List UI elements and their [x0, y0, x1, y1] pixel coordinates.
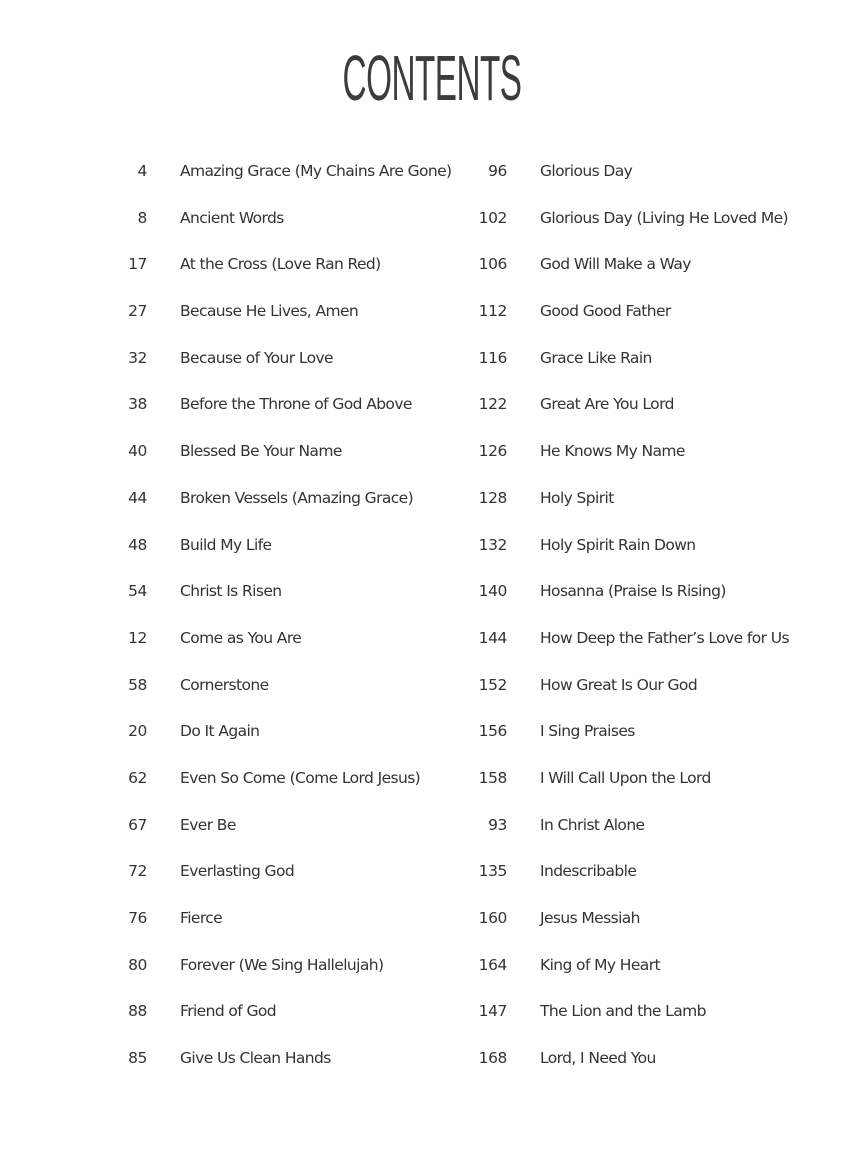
song-title: Broken Vessels (Amazing Grace): [180, 488, 414, 507]
song-title: He Knows My Name: [540, 442, 685, 461]
song-title: Amazing Grace (My Chains Are Gone): [180, 162, 452, 180]
contents-entry: [460, 626, 820, 673]
page-number: 160: [478, 909, 507, 927]
page-number: 27: [128, 302, 147, 321]
page-number: 20: [128, 722, 147, 741]
contents-entry: [460, 533, 820, 580]
song-title: Build My Life: [180, 535, 272, 554]
song-title: At the Cross (Love Ran Red): [180, 255, 381, 274]
page-number: 32: [128, 348, 147, 367]
contents-entry: [460, 579, 820, 626]
contents-entry: [460, 719, 820, 766]
contents-entry: [100, 859, 460, 906]
contents-entry: [460, 673, 820, 720]
song-title: Because of Your Love: [180, 348, 333, 367]
contents-entry: [460, 299, 820, 346]
page-number: 85: [128, 1049, 147, 1068]
contents-entry: [460, 766, 820, 813]
contents-entry: [100, 439, 460, 486]
song-title: Cornerstone: [180, 675, 269, 694]
contents-entry: [460, 813, 820, 860]
page-number: 135: [478, 862, 507, 881]
page-number: 93: [488, 815, 507, 834]
page-number: 80: [128, 955, 147, 974]
song-title: Friend of God: [180, 1002, 276, 1021]
song-title: How Great Is Our God: [540, 675, 698, 694]
page-number: 106: [478, 255, 507, 274]
page-number: 88: [128, 1002, 147, 1021]
song-title: Forever (We Sing Hallelujah): [180, 955, 384, 974]
song-title: Good Good Father: [540, 302, 671, 321]
page-number: 152: [478, 675, 507, 694]
song-title: Give Us Clean Hands: [180, 1049, 331, 1068]
page-number: 140: [478, 582, 507, 601]
contents-column-right: [460, 159, 820, 1093]
page-number: 44: [128, 488, 147, 507]
song-title: Before the Throne of God Above: [180, 395, 412, 414]
contents-entry: [100, 766, 460, 813]
contents-entry: [100, 252, 460, 299]
page-title: CONTENTS: [342, 42, 522, 114]
contents-entry: [100, 673, 460, 720]
contents-entry: [100, 813, 460, 860]
song-title: Holy Spirit: [540, 488, 614, 507]
song-title: Indescribable: [540, 862, 637, 881]
page-number: 76: [128, 909, 147, 927]
contents-entry: [100, 579, 460, 626]
song-title: Ever Be: [180, 815, 236, 834]
page-number: 48: [128, 535, 147, 554]
page-number: 58: [128, 675, 147, 694]
contents-entry: [460, 439, 820, 486]
contents-entry: [460, 999, 820, 1046]
contents-entry: [460, 486, 820, 533]
contents-entry: [100, 533, 460, 580]
song-title: Because He Lives, Amen: [180, 302, 359, 321]
contents-entry: [460, 392, 820, 439]
page-number: 8: [137, 208, 147, 227]
page-number: 156: [478, 722, 507, 741]
contents-entry: [100, 953, 460, 1000]
page-number: 147: [478, 1002, 507, 1021]
page-number: 40: [128, 442, 147, 461]
page-number: 12: [128, 628, 147, 647]
song-title: Even So Come (Come Lord Jesus): [180, 768, 421, 787]
page-number: 128: [478, 488, 507, 507]
song-title: Great Are You Lord: [540, 395, 674, 414]
song-title: Come as You Are: [180, 628, 302, 647]
song-title: Hosanna (Praise Is Rising): [540, 582, 726, 601]
page-number: 122: [478, 395, 507, 414]
page-number: 158: [478, 768, 507, 787]
page-number: 144: [478, 628, 507, 647]
song-title: King of My Heart: [540, 955, 660, 974]
song-title: Lord, I Need You: [540, 1049, 656, 1068]
page-number: 4: [137, 162, 147, 180]
page-number: 38: [128, 395, 147, 414]
song-title: Christ Is Risen: [180, 582, 282, 601]
contents-entry: [100, 299, 460, 346]
page-number: 112: [478, 302, 507, 321]
page-number: 62: [128, 768, 147, 787]
contents-entry: [100, 1046, 460, 1093]
contents-entry: [460, 206, 820, 253]
contents-entry: [100, 392, 460, 439]
page-number: 67: [128, 815, 147, 834]
contents-entry: [100, 906, 460, 953]
contents-entry: [460, 1046, 820, 1093]
page-number: 96: [488, 162, 507, 180]
song-title: Glorious Day (Living He Loved Me): [540, 208, 788, 227]
page-number: 116: [478, 348, 507, 367]
page-number: 126: [478, 442, 507, 461]
song-title: Fierce: [180, 909, 223, 927]
contents-entry: [460, 252, 820, 299]
contents-entry: [460, 906, 820, 953]
contents-entry: [460, 346, 820, 393]
song-title: Do It Again: [180, 722, 260, 741]
page-number: 72: [128, 862, 147, 881]
song-title: In Christ Alone: [540, 815, 645, 834]
song-title: Everlasting God: [180, 862, 295, 881]
contents-entry: [100, 346, 460, 393]
contents-entry: [100, 206, 460, 253]
song-title: The Lion and the Lamb: [540, 1002, 706, 1021]
page-number: 17: [128, 255, 147, 274]
page-number: 132: [478, 535, 507, 554]
contents-entry: [100, 626, 460, 673]
contents-column-left: [100, 159, 460, 1093]
page-number: 168: [478, 1049, 507, 1068]
contents-entry: [100, 999, 460, 1046]
contents-entry: [100, 486, 460, 533]
song-title: God Will Make a Way: [540, 255, 691, 274]
song-title: Grace Like Rain: [540, 348, 652, 367]
song-title: I Sing Praises: [540, 722, 635, 741]
page-number: 54: [128, 582, 147, 601]
song-title: I Will Call Upon the Lord: [540, 768, 711, 787]
song-title: Holy Spirit Rain Down: [540, 535, 696, 554]
page-number: 102: [478, 208, 507, 227]
song-title: Glorious Day: [540, 162, 633, 180]
contents-entry: [460, 953, 820, 1000]
song-title: How Deep the Father’s Love for Us: [540, 628, 789, 647]
contents-entry: [100, 719, 460, 766]
song-title: Ancient Words: [180, 208, 284, 227]
contents-entry: [460, 159, 820, 206]
song-title: Blessed Be Your Name: [180, 442, 342, 461]
contents-entry: [100, 159, 460, 206]
song-title: Jesus Messiah: [540, 909, 640, 927]
contents-entry: [460, 859, 820, 906]
page-number: 164: [478, 955, 507, 974]
